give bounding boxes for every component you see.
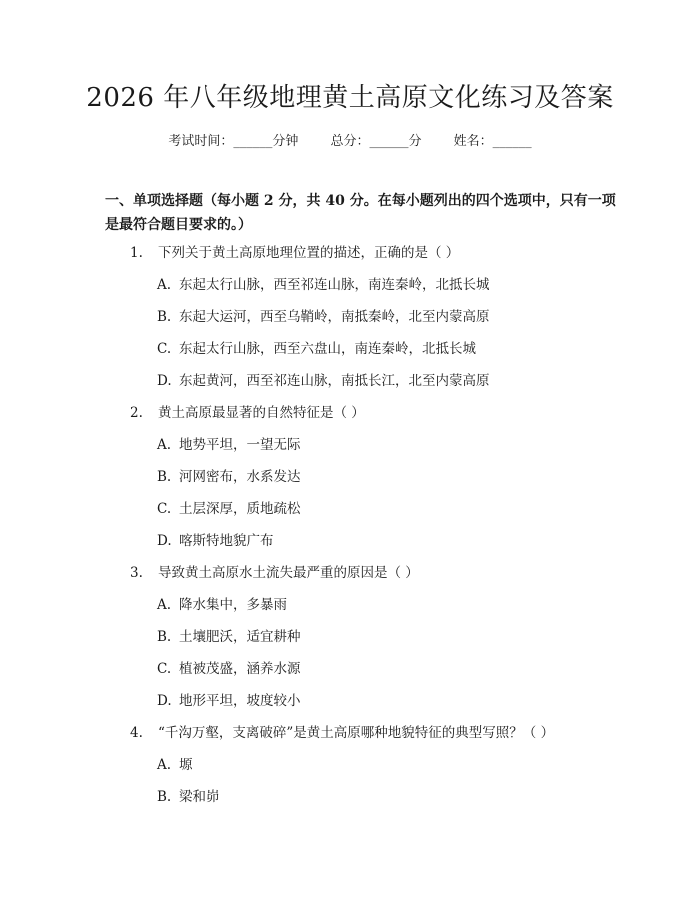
option-text: 梁和峁 — [179, 789, 220, 805]
total-score-field: 总分：______分 — [330, 134, 422, 149]
option-text: 地形平坦，坡度较小 — [179, 693, 301, 709]
question-number: 1. — [130, 245, 143, 261]
option-letter: B. — [157, 629, 172, 645]
question-2-option-a — [157, 435, 301, 455]
question-2-option-d — [157, 531, 274, 551]
question-1 — [130, 243, 459, 263]
option-text: 植被茂盛，涵养水源 — [179, 661, 301, 677]
option-letter: D. — [157, 693, 172, 709]
option-letter: D. — [157, 533, 172, 549]
option-text: 东起太行山脉，西至祁连山脉，南连秦岭，北抵长城 — [179, 277, 490, 293]
option-text: 塬 — [179, 757, 193, 773]
option-letter: A. — [157, 757, 172, 773]
option-text: 河网密布，水系发达 — [179, 469, 301, 485]
option-text: 喀斯特地貌广布 — [179, 533, 274, 549]
option-text: 东起太行山脉，西至六盘山，南连秦岭，北抵长城 — [179, 341, 476, 357]
option-letter: C. — [157, 661, 172, 677]
question-4 — [130, 723, 554, 743]
option-text: 东起黄河，西至祁连山脉，南抵长江，北至内蒙高原 — [179, 373, 490, 389]
question-3-option-b — [157, 627, 301, 647]
question-3 — [130, 563, 419, 583]
option-letter: A. — [157, 597, 172, 613]
exam-info — [0, 132, 700, 152]
option-letter: C. — [157, 501, 172, 517]
option-text: 土层深厚，质地疏松 — [179, 501, 301, 517]
question-text: 黄土高原最显著的自然特征是（ ） — [158, 405, 365, 421]
exam-time-field: 考试时间：______分钟 — [168, 134, 299, 149]
question-text: 下列关于黄土高原地理位置的描述，正确的是（ ） — [158, 245, 460, 261]
page-title: 2026 年八年级地理黄土高原文化练习及答案 — [86, 83, 614, 113]
option-letter: A. — [157, 277, 172, 293]
question-number: 2. — [130, 405, 143, 421]
option-letter: B. — [157, 789, 172, 805]
option-letter: B. — [157, 469, 172, 485]
section-heading — [105, 189, 616, 237]
question-3-option-a — [157, 595, 287, 615]
question-text: “千沟万壑，支离破碎”是黄土高原哪种地貌特征的典型写照？（ ） — [158, 725, 555, 741]
section-heading-line-2: 是最符合题目要求的。） — [105, 217, 252, 233]
question-text: 导致黄土高原水土流失最严重的原因是（ ） — [158, 565, 419, 581]
option-text: 降水集中，多暴雨 — [179, 597, 287, 613]
option-text: 东起大运河，西至乌鞘岭，南抵秦岭，北至内蒙高原 — [179, 309, 490, 325]
question-1-option-a — [157, 275, 490, 295]
option-letter: B. — [157, 309, 172, 325]
question-2 — [130, 403, 365, 423]
option-letter: D. — [157, 373, 172, 389]
question-4-option-a — [157, 755, 193, 775]
option-letter: A. — [157, 437, 172, 453]
question-number: 4. — [130, 725, 143, 741]
question-4-option-b — [157, 787, 220, 807]
question-3-option-c — [157, 659, 301, 679]
question-1-option-d — [157, 371, 490, 391]
option-text: 土壤肥沃，适宜耕种 — [179, 629, 301, 645]
student-name-field: 姓名：______ — [453, 134, 532, 149]
option-letter: C. — [157, 341, 172, 357]
section-heading-line-1: 一、单项选择题（每小题 2 分，共 40 分。在每小题列出的四个选项中，只有一项 — [105, 193, 616, 209]
question-2-option-c — [157, 499, 301, 519]
question-2-option-b — [157, 467, 301, 487]
question-1-option-c — [157, 339, 476, 359]
question-number: 3. — [130, 565, 143, 581]
option-text: 地势平坦，一望无际 — [179, 437, 301, 453]
question-3-option-d — [157, 691, 301, 711]
question-1-option-b — [157, 307, 490, 327]
